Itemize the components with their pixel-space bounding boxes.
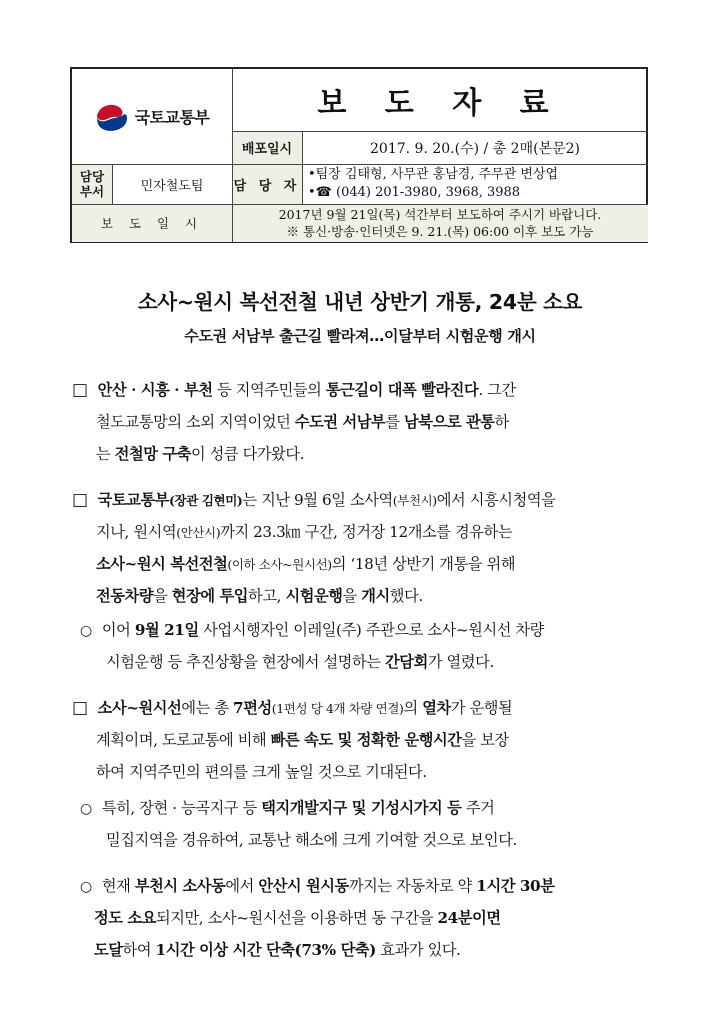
press-header-table — [70, 67, 648, 243]
release-time-line2: ※ 통신·방송·인터넷은 9. 21.(목) 06:00 이후 보도 가능 — [286, 224, 594, 239]
responsible-label-line2: 부서 — [79, 184, 105, 199]
distribution-date-label: 배포일시 — [232, 131, 302, 164]
contact-person-label: 담 당 자 — [232, 164, 302, 204]
circle-bullet-icon: ○ — [80, 879, 92, 895]
ministry-name: 국토교통부 — [134, 108, 210, 127]
circle-bullet-icon: ○ — [80, 801, 92, 817]
release-time-line1: 2017년 9월 21일(목) 석간부터 보도하여 주시기 바랍니다. — [278, 207, 602, 222]
circle-bullet-icon: ○ — [80, 623, 92, 639]
contact-persons — [302, 164, 648, 204]
table-divider — [112, 164, 113, 204]
ministry-emblem-icon — [95, 100, 129, 134]
ministry-logo-cell — [72, 69, 232, 164]
headline-subtitle: 수도권 서남부 출근길 빨라져…이달부터 시험운행 개시 — [184, 327, 536, 345]
paragraph-5: ○ 특히, 장현 · 능곡지구 등 택지개발지구 및 기성시가지 등 주거 밀집지역을 경유하여, 교통난 해소에 크게 기여할 것으로 보인다. — [80, 799, 517, 849]
responsible-team: 민자철도팀 — [140, 178, 204, 194]
square-bullet-icon: □ — [72, 698, 88, 718]
press-release-title: 보 도 자 료 — [317, 86, 563, 121]
paragraph-1: □ 안산 · 시흥 · 부천 등 지역주민들의 통근길이 대폭 빨라진다. 그간 철도교통망의 소외 지역이었던 수도권 서남부를 남북으로 관통하 는 전철망 구축이 성큼 다가왔다. — [72, 380, 516, 463]
distribution-date-value: 2017. 9. 20.(수) / 총 2매(본문2) — [370, 140, 580, 157]
contact-phones: •☎ (044) 201-3980, 3968, 3988 — [308, 185, 521, 200]
paragraph-6: ○ 현재 부천시 소사동에서 안산시 원시동까지는 자동차로 약 1시간 30분 정도 소요되지만, 소사~원시선을 이용하면 동 구간을 24분이면 도달하여 1시간 이상 시간 단축(73% 단축) 효과가 있다. — [80, 877, 555, 959]
table-divider — [232, 131, 648, 132]
square-bullet-icon: □ — [72, 490, 88, 510]
responsible-dept-label — [72, 164, 112, 204]
table-divider — [72, 164, 648, 165]
paragraph-2: □ 국토교통부(장관 김현미)는 지난 9월 6일 소사역(부천시)에서 시흥시청역을 지나, 원시역(안산시)까지 23.3㎞ 구간, 정거장 12개소를 경유하는 소사~원시 복선전철(이하 소사~원시선)의 ‘18년 상반기 개통을 위해 전동차량을 현장에 투입하고, 시험운행을 개시했다. — [72, 490, 556, 605]
contact-names: •팀장 김태형, 사무관 홍남경, 주무관 변상엽 — [308, 167, 559, 182]
table-divider — [72, 204, 648, 205]
headline-title: 소사~원시 복선전철 내년 상반기 개통, 24분 소요 — [137, 290, 583, 314]
responsible-label-line1: 담당 — [79, 169, 105, 184]
table-divider — [232, 69, 233, 242]
paragraph-3: ○ 이어 9월 21일 사업시행자인 이레일(주) 주관으로 소사~원시선 차량 시험운행 등 추진상황을 현장에서 설명하는 간담회가 열렸다. — [80, 621, 544, 671]
paragraph-4: □ 소사~원시선에는 총 7편성(1편성 당 4개 차량 연결)의 열차가 운행될 계획이며, 도로교통에 비해 빠른 속도 및 정확한 운행시간을 보장 하여 지역주민의 편의를 크게 높일 것으로 기대된다. — [72, 698, 513, 781]
release-time-value — [232, 204, 648, 242]
square-bullet-icon: □ — [72, 380, 88, 400]
table-divider — [302, 131, 303, 204]
release-time-label: 보 도 일 시 — [72, 204, 232, 242]
